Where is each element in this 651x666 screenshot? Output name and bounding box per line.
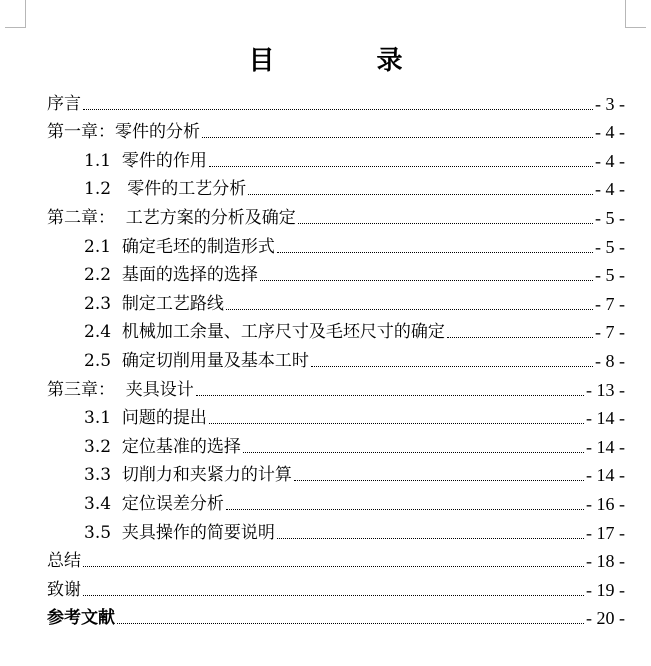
toc-entry-label: 序言: [47, 93, 81, 114]
toc-entry-page-number: - 5 -: [595, 265, 625, 286]
toc-entry-page-number: - 16 -: [586, 493, 625, 514]
toc-entry[interactable]: [47, 344, 625, 373]
toc-entry-label: 参考文献: [47, 608, 115, 629]
toc-entry-label: 1.2 零件的工艺分析: [84, 179, 247, 200]
toc-dot-leader: [277, 537, 584, 539]
toc-entry-page-number: - 7 -: [595, 293, 625, 314]
toc-entry-page-number: - 14 -: [586, 465, 625, 486]
toc-dot-leader: [248, 193, 593, 195]
toc-entry-page-number: - 19 -: [586, 579, 625, 600]
toc-dot-leader: [226, 508, 584, 510]
toc-entry-label: 2.3 制定工艺路线: [84, 293, 224, 314]
toc-entry-page-number: - 4 -: [595, 179, 625, 200]
toc-entry-label: 第一章：零件的分析: [47, 122, 200, 143]
toc-dot-leader: [196, 394, 584, 396]
toc-entry-page-number: - 4 -: [595, 150, 625, 171]
toc-dot-leader: [209, 422, 584, 424]
toc-dot-leader: [83, 565, 584, 567]
toc-entry-label: 总结: [47, 551, 81, 572]
toc-entry-page-number: - 4 -: [595, 122, 625, 143]
toc-entry[interactable]: [47, 430, 625, 459]
toc-entry-label: 3.3 切削力和夹紧力的计算: [84, 465, 292, 486]
toc-dot-leader: [260, 279, 593, 281]
toc-entry[interactable]: [47, 287, 625, 316]
toc-entry[interactable]: [47, 230, 625, 259]
toc-entry[interactable]: [47, 373, 625, 402]
toc-entry-label: 2.4 机械加工余量、工序尺寸及毛坯尺寸的确定: [84, 322, 445, 343]
toc-entry[interactable]: [47, 201, 625, 230]
toc-entry-label: 2.5 确定切削用量及基本工时: [84, 350, 309, 371]
toc-dot-leader: [298, 222, 593, 224]
toc-entry-label: 第二章： 工艺方案的分析及确定: [47, 207, 296, 228]
toc-dot-leader: [226, 308, 593, 310]
toc-entry-label: 第三章： 夹具设计: [47, 379, 194, 400]
toc-entry-label: 3.5 夹具操作的简要说明: [84, 522, 275, 543]
toc-entry-page-number: - 8 -: [595, 350, 625, 371]
toc-dot-leader: [447, 336, 593, 338]
toc-dot-leader: [83, 594, 584, 596]
toc-entry-label: 2.2 基面的选择的选择: [84, 265, 258, 286]
toc-entry-label: 3.1 问题的提出: [84, 408, 207, 429]
toc-entry[interactable]: [47, 144, 625, 173]
toc-entry-label: 2.1 确定毛坯的制造形式: [84, 236, 275, 257]
toc-entry-page-number: - 7 -: [595, 322, 625, 343]
toc-entry-page-number: - 14 -: [586, 436, 625, 457]
toc-dot-leader: [83, 108, 593, 110]
toc-entry[interactable]: [47, 402, 625, 431]
toc-entry[interactable]: [47, 173, 625, 202]
toc-dot-leader: [117, 622, 584, 624]
toc-entry-page-number: - 14 -: [586, 408, 625, 429]
toc-dot-leader: [243, 451, 584, 453]
toc-dot-leader: [277, 251, 593, 253]
toc-entry[interactable]: [47, 573, 625, 602]
page-corner-mark-left: [5, 0, 26, 28]
toc-entry-label: 3.2 定位基准的选择: [84, 436, 241, 457]
toc-dot-leader: [209, 165, 593, 167]
page-title: 目 录: [248, 46, 441, 76]
toc-entry-page-number: - 5 -: [595, 207, 625, 228]
toc-entry[interactable]: [47, 459, 625, 488]
toc-entry-page-number: - 5 -: [595, 236, 625, 257]
toc-dot-leader: [294, 479, 584, 481]
toc-entry[interactable]: [47, 545, 625, 574]
toc-entry-page-number: - 18 -: [586, 551, 625, 572]
toc-entry-page-number: - 20 -: [586, 608, 625, 629]
toc-entry[interactable]: [47, 116, 625, 145]
toc-entry-page-number: - 17 -: [586, 522, 625, 543]
toc-dot-leader: [311, 365, 593, 367]
toc-entry[interactable]: [47, 259, 625, 288]
toc-entry-label: 1.1 零件的作用: [84, 150, 207, 171]
toc-entry-page-number: - 3 -: [595, 93, 625, 114]
toc-entry[interactable]: [47, 487, 625, 516]
toc-entry[interactable]: [47, 316, 625, 345]
page-corner-mark-right: [625, 0, 646, 28]
toc-entry-label: 致谢: [47, 579, 81, 600]
toc-dot-leader: [202, 136, 593, 138]
toc-entry-label: 3.4 定位误差分析: [84, 493, 224, 514]
toc-entry[interactable]: [47, 602, 625, 631]
toc-entry[interactable]: [47, 516, 625, 545]
table-of-contents: [47, 87, 625, 630]
toc-entry-page-number: - 13 -: [586, 379, 625, 400]
toc-entry[interactable]: [47, 87, 625, 116]
